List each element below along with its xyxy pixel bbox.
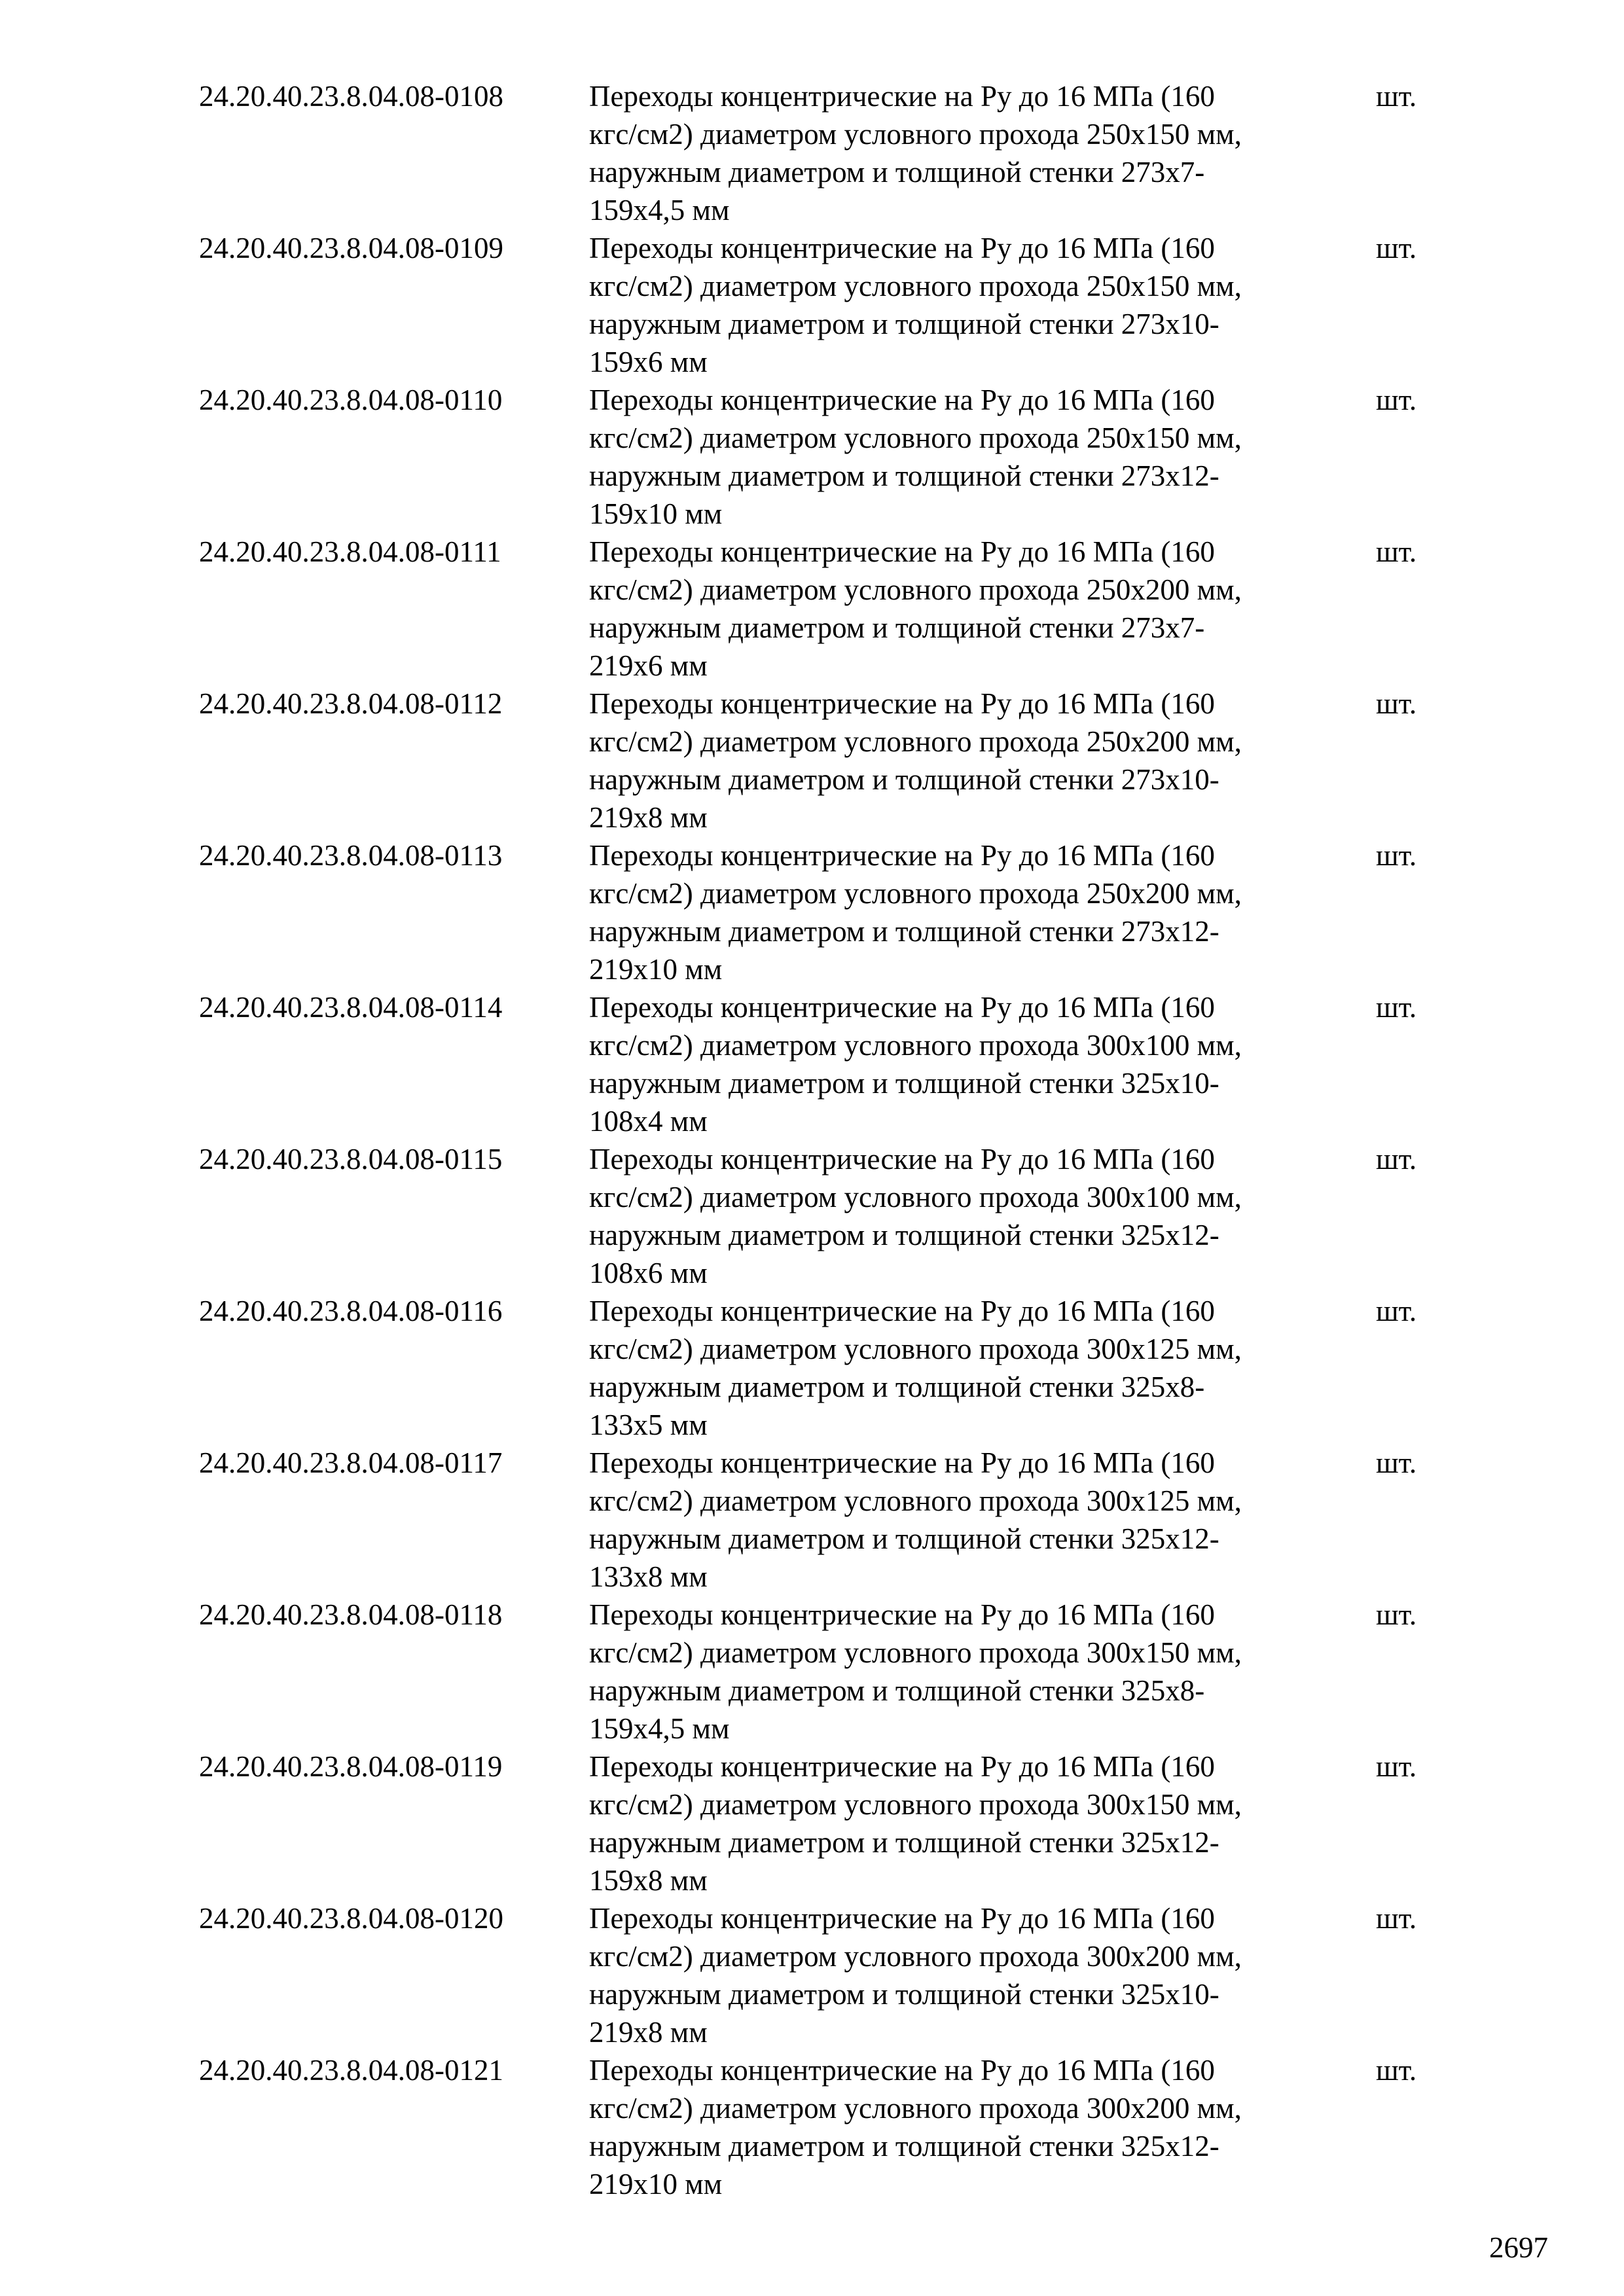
row-unit: шт. xyxy=(1376,535,1417,568)
table-row xyxy=(199,1140,1443,1292)
table-row xyxy=(199,1596,1443,1748)
row-unit: шт. xyxy=(1376,1446,1417,1479)
row-description: Переходы концентрические на Ру до 16 МПа (160 кгс/см2) диаметром условного прохода 250x150 мм, наружным диаметром и толщиной стенки 273x7- 159x4,5 мм xyxy=(589,80,1242,226)
row-unit: шт. xyxy=(1376,687,1417,720)
row-unit: шт. xyxy=(1376,80,1417,113)
table-row xyxy=(199,836,1443,988)
row-code: 24.20.40.23.8.04.08-0110 xyxy=(199,384,503,416)
row-code: 24.20.40.23.8.04.08-0120 xyxy=(199,1902,503,1935)
row-code: 24.20.40.23.8.04.08-0117 xyxy=(199,1446,503,1479)
row-description: Переходы концентрические на Ру до 16 МПа (160 кгс/см2) диаметром условного прохода 300x125 мм, наружным диаметром и толщиной стенки 325x8- 133x5 мм xyxy=(589,1295,1242,1441)
table-row xyxy=(199,685,1443,836)
row-unit: шт. xyxy=(1376,384,1417,416)
row-unit: шт. xyxy=(1376,1598,1417,1631)
row-code: 24.20.40.23.8.04.08-0119 xyxy=(199,1750,503,1783)
table-row xyxy=(199,1748,1443,1899)
row-description: Переходы концентрические на Ру до 16 МПа (160 кгс/см2) диаметром условного прохода 300x150 мм, наружным диаметром и толщиной стенки 325x12- 159x8 мм xyxy=(589,1750,1242,1897)
row-code: 24.20.40.23.8.04.08-0116 xyxy=(199,1295,503,1327)
row-description: Переходы концентрические на Ру до 16 МПа (160 кгс/см2) диаметром условного прохода 300x200 мм, наружным диаметром и толщиной стенки 325x12- 219x10 мм xyxy=(589,2054,1242,2200)
row-code: 24.20.40.23.8.04.08-0121 xyxy=(199,2054,503,2087)
row-code: 24.20.40.23.8.04.08-0111 xyxy=(199,535,501,568)
row-code: 24.20.40.23.8.04.08-0108 xyxy=(199,80,503,113)
row-description: Переходы концентрические на Ру до 16 МПа (160 кгс/см2) диаметром условного прохода 250x150 мм, наружным диаметром и толщиной стенки 273x10- 159x6 мм xyxy=(589,232,1242,378)
row-unit: шт. xyxy=(1376,991,1417,1024)
row-code: 24.20.40.23.8.04.08-0113 xyxy=(199,839,503,872)
table-row xyxy=(199,381,1443,533)
row-unit: шт. xyxy=(1376,1902,1417,1935)
row-description: Переходы концентрические на Ру до 16 МПа (160 кгс/см2) диаметром условного прохода 300x150 мм, наружным диаметром и толщиной стенки 325x8- 159x4,5 мм xyxy=(589,1598,1242,1745)
row-unit: шт. xyxy=(1376,1750,1417,1783)
row-unit: шт. xyxy=(1376,2054,1417,2087)
table-row xyxy=(199,229,1443,381)
catalog-table xyxy=(199,77,1443,2203)
row-unit: шт. xyxy=(1376,232,1417,264)
table-row xyxy=(199,988,1443,1140)
table-row xyxy=(199,77,1443,229)
row-code: 24.20.40.23.8.04.08-0112 xyxy=(199,687,503,720)
table-row xyxy=(199,2051,1443,2203)
table-row xyxy=(199,1444,1443,1596)
row-code: 24.20.40.23.8.04.08-0118 xyxy=(199,1598,503,1631)
row-description: Переходы концентрические на Ру до 16 МПа (160 кгс/см2) диаметром условного прохода 250x200 мм, наружным диаметром и толщиной стенки 273x12- 219x10 мм xyxy=(589,839,1242,986)
row-description: Переходы концентрические на Ру до 16 МПа (160 кгс/см2) диаметром условного прохода 300x200 мм, наружным диаметром и толщиной стенки 325x10- 219x8 мм xyxy=(589,1902,1242,2049)
row-description: Переходы концентрические на Ру до 16 МПа (160 кгс/см2) диаметром условного прохода 300x100 мм, наружным диаметром и толщиной стенки 325x12- 108x6 мм xyxy=(589,1143,1242,1289)
row-unit: шт. xyxy=(1376,1295,1417,1327)
row-unit: шт. xyxy=(1376,839,1417,872)
row-unit: шт. xyxy=(1376,1143,1417,1175)
row-description: Переходы концентрические на Ру до 16 МПа (160 кгс/см2) диаметром условного прохода 300x100 мм, наружным диаметром и толщиной стенки 325x10- 108x4 мм xyxy=(589,991,1242,1138)
row-code: 24.20.40.23.8.04.08-0114 xyxy=(199,991,503,1024)
row-code: 24.20.40.23.8.04.08-0115 xyxy=(199,1143,503,1175)
row-code: 24.20.40.23.8.04.08-0109 xyxy=(199,232,503,264)
table-row xyxy=(199,1899,1443,2051)
row-description: Переходы концентрические на Ру до 16 МПа (160 кгс/см2) диаметром условного прохода 250x200 мм, наружным диаметром и толщиной стенки 273x10- 219x8 мм xyxy=(589,687,1242,834)
table-row xyxy=(199,533,1443,685)
table-row xyxy=(199,1292,1443,1444)
row-description: Переходы концентрические на Ру до 16 МПа (160 кгс/см2) диаметром условного прохода 300x125 мм, наружным диаметром и толщиной стенки 325x12- 133x8 мм xyxy=(589,1446,1242,1593)
page-number: 2697 xyxy=(1489,2231,1548,2264)
row-description: Переходы концентрические на Ру до 16 МПа (160 кгс/см2) диаметром условного прохода 250x150 мм, наружным диаметром и толщиной стенки 273x12- 159x10 мм xyxy=(589,384,1242,530)
row-description: Переходы концентрические на Ру до 16 МПа (160 кгс/см2) диаметром условного прохода 250x200 мм, наружным диаметром и толщиной стенки 273x7- 219x6 мм xyxy=(589,535,1242,682)
